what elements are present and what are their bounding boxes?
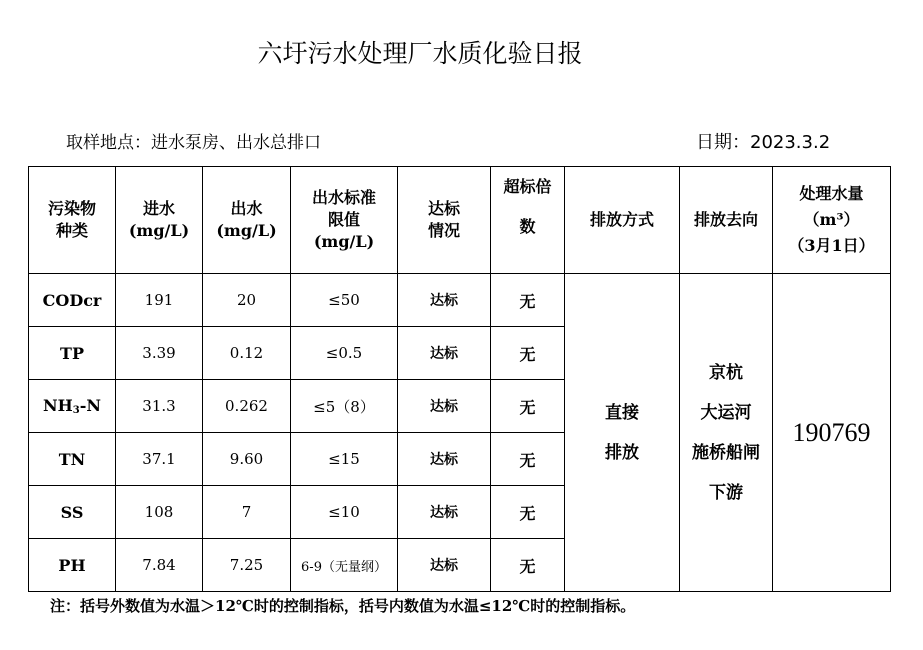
status-value: 达标 (398, 433, 491, 486)
ratio-value: 无 (491, 539, 565, 592)
discharge-method: 直接 排放 (565, 274, 680, 592)
header-status: 达标 情况 (398, 167, 491, 274)
pollutant-name: TN (29, 433, 116, 486)
report-date: 日期：2023.3.2 (696, 132, 831, 153)
header-destination: 排放去向 (680, 167, 773, 274)
header-ratio: 超标倍 数 (491, 167, 565, 274)
limit-value: ≤50 (291, 274, 398, 327)
outflow-value: 7 (203, 486, 291, 539)
limit-value: ≤5（8） (291, 380, 398, 433)
outflow-value: 0.12 (203, 327, 291, 380)
report-title: 六圩污水处理厂水质化验日报 (257, 39, 583, 68)
pollutant-name: SS (29, 486, 116, 539)
ratio-value: 无 (491, 380, 565, 433)
status-value: 达标 (398, 274, 491, 327)
header-inflow: 进水 (mg/L) (116, 167, 203, 274)
status-value: 达标 (398, 327, 491, 380)
header-volume: 处理水量 （m³） （3月1日） (773, 167, 891, 274)
ratio-value: 无 (491, 486, 565, 539)
pollutant-name: PH (29, 539, 116, 592)
header-pollutant: 污染物 种类 (29, 167, 116, 274)
header-outflow: 出水 (mg/L) (203, 167, 291, 274)
treated-volume: 190769 (773, 274, 891, 592)
inflow-value: 37.1 (116, 433, 203, 486)
outflow-value: 20 (203, 274, 291, 327)
discharge-destination: 京杭 大运河 施桥船闸 下游 (680, 274, 773, 592)
header-method: 排放方式 (565, 167, 680, 274)
status-value: 达标 (398, 380, 491, 433)
pollutant-name: CODcr (29, 274, 116, 327)
table-row (29, 274, 891, 327)
inflow-value: 108 (116, 486, 203, 539)
header-row (29, 167, 891, 274)
status-value: 达标 (398, 539, 491, 592)
ratio-value: 无 (491, 433, 565, 486)
pollutant-name: TP (29, 327, 116, 380)
limit-value: 6-9（无量纲） (291, 539, 398, 592)
footnote: 注：括号外数值为水温＞12℃时的控制指标，括号内数值为水温≤12℃时的控制指标。 (50, 597, 636, 615)
pollutant-name: $NH_3-N$ (29, 380, 116, 433)
inflow-value: 3.39 (116, 327, 203, 380)
outflow-value: 9.60 (203, 433, 291, 486)
outflow-value: 7.25 (203, 539, 291, 592)
outflow-value: 0.262 (203, 380, 291, 433)
ratio-value: 无 (491, 274, 565, 327)
inflow-value: 7.84 (116, 539, 203, 592)
ratio-value: 无 (491, 327, 565, 380)
limit-value: ≤0.5 (291, 327, 398, 380)
water-quality-table (28, 166, 891, 592)
inflow-value: 191 (116, 274, 203, 327)
header-limit: 出水标准 限值 (mg/L) (291, 167, 398, 274)
status-value: 达标 (398, 486, 491, 539)
inflow-value: 31.3 (116, 380, 203, 433)
limit-value: ≤10 (291, 486, 398, 539)
limit-value: ≤15 (291, 433, 398, 486)
sampling-location: 取样地点：进水泵房、出水总排口 (66, 133, 321, 153)
